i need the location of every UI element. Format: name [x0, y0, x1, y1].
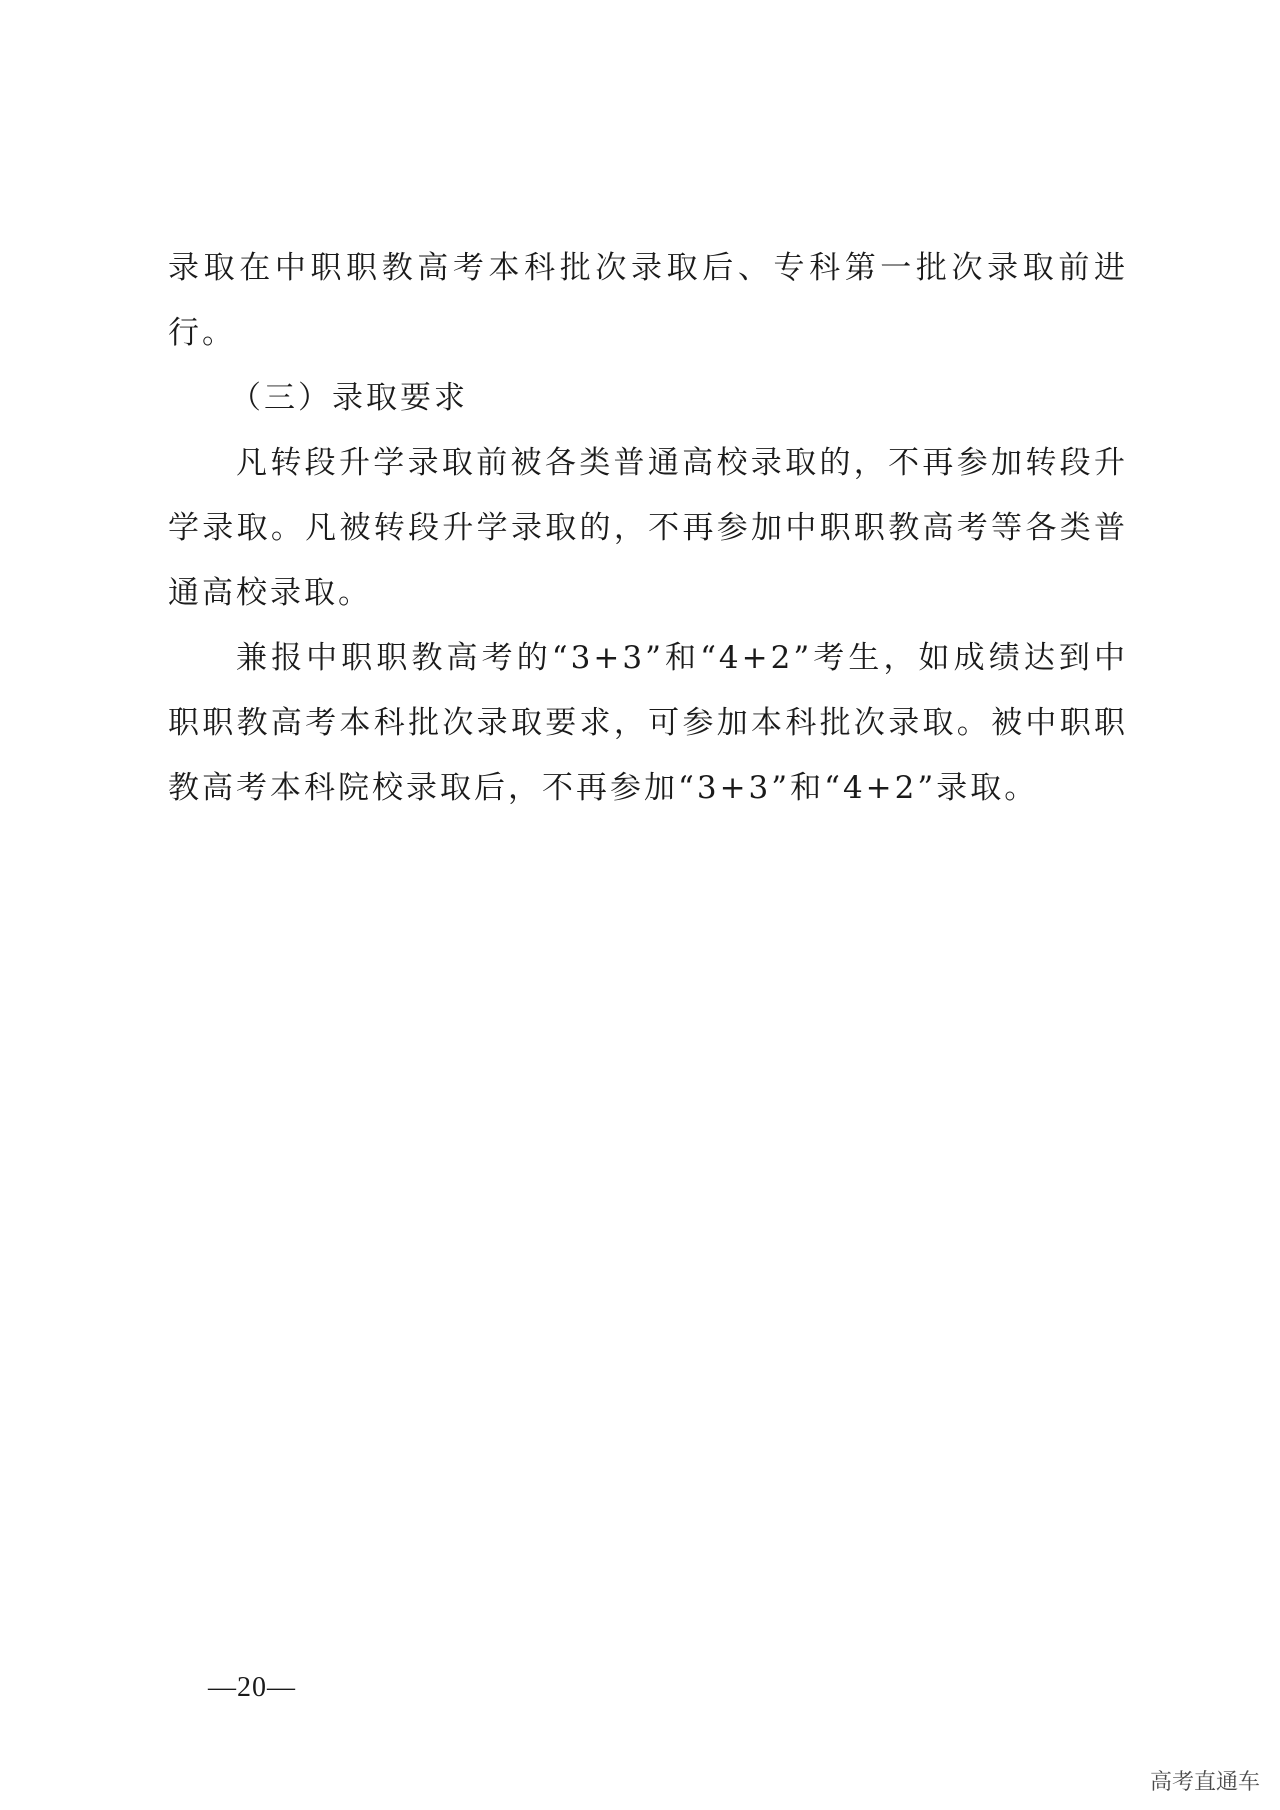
paragraph-continuation: 录取在中职职教高考本科批次录取后、专科第一批次录取前进行。: [168, 250, 1128, 351]
paragraph-admission-rule-2: 兼报中职职教高考的“3+3”和“4+2”考生，如成绩达到中职职教高考本科批次录取要求，可参加本科批次录取。被中职职教高考本科院校录取后，不再参加“3+3”和“4+2”录取。: [168, 640, 1128, 806]
watermark-logo-text: 高考直通车: [1149, 1770, 1260, 1795]
section-heading: （三）录取要求: [230, 380, 468, 416]
paragraph-admission-rule-1: 凡转段升学录取前被各类普通高校录取的，不再参加转段升学录取。凡被转段升学录取的，不再参加中职职教高考等各类普通高校录取。: [168, 445, 1128, 611]
document-body: [168, 236, 1128, 821]
page-number: —20—: [208, 1672, 296, 1703]
